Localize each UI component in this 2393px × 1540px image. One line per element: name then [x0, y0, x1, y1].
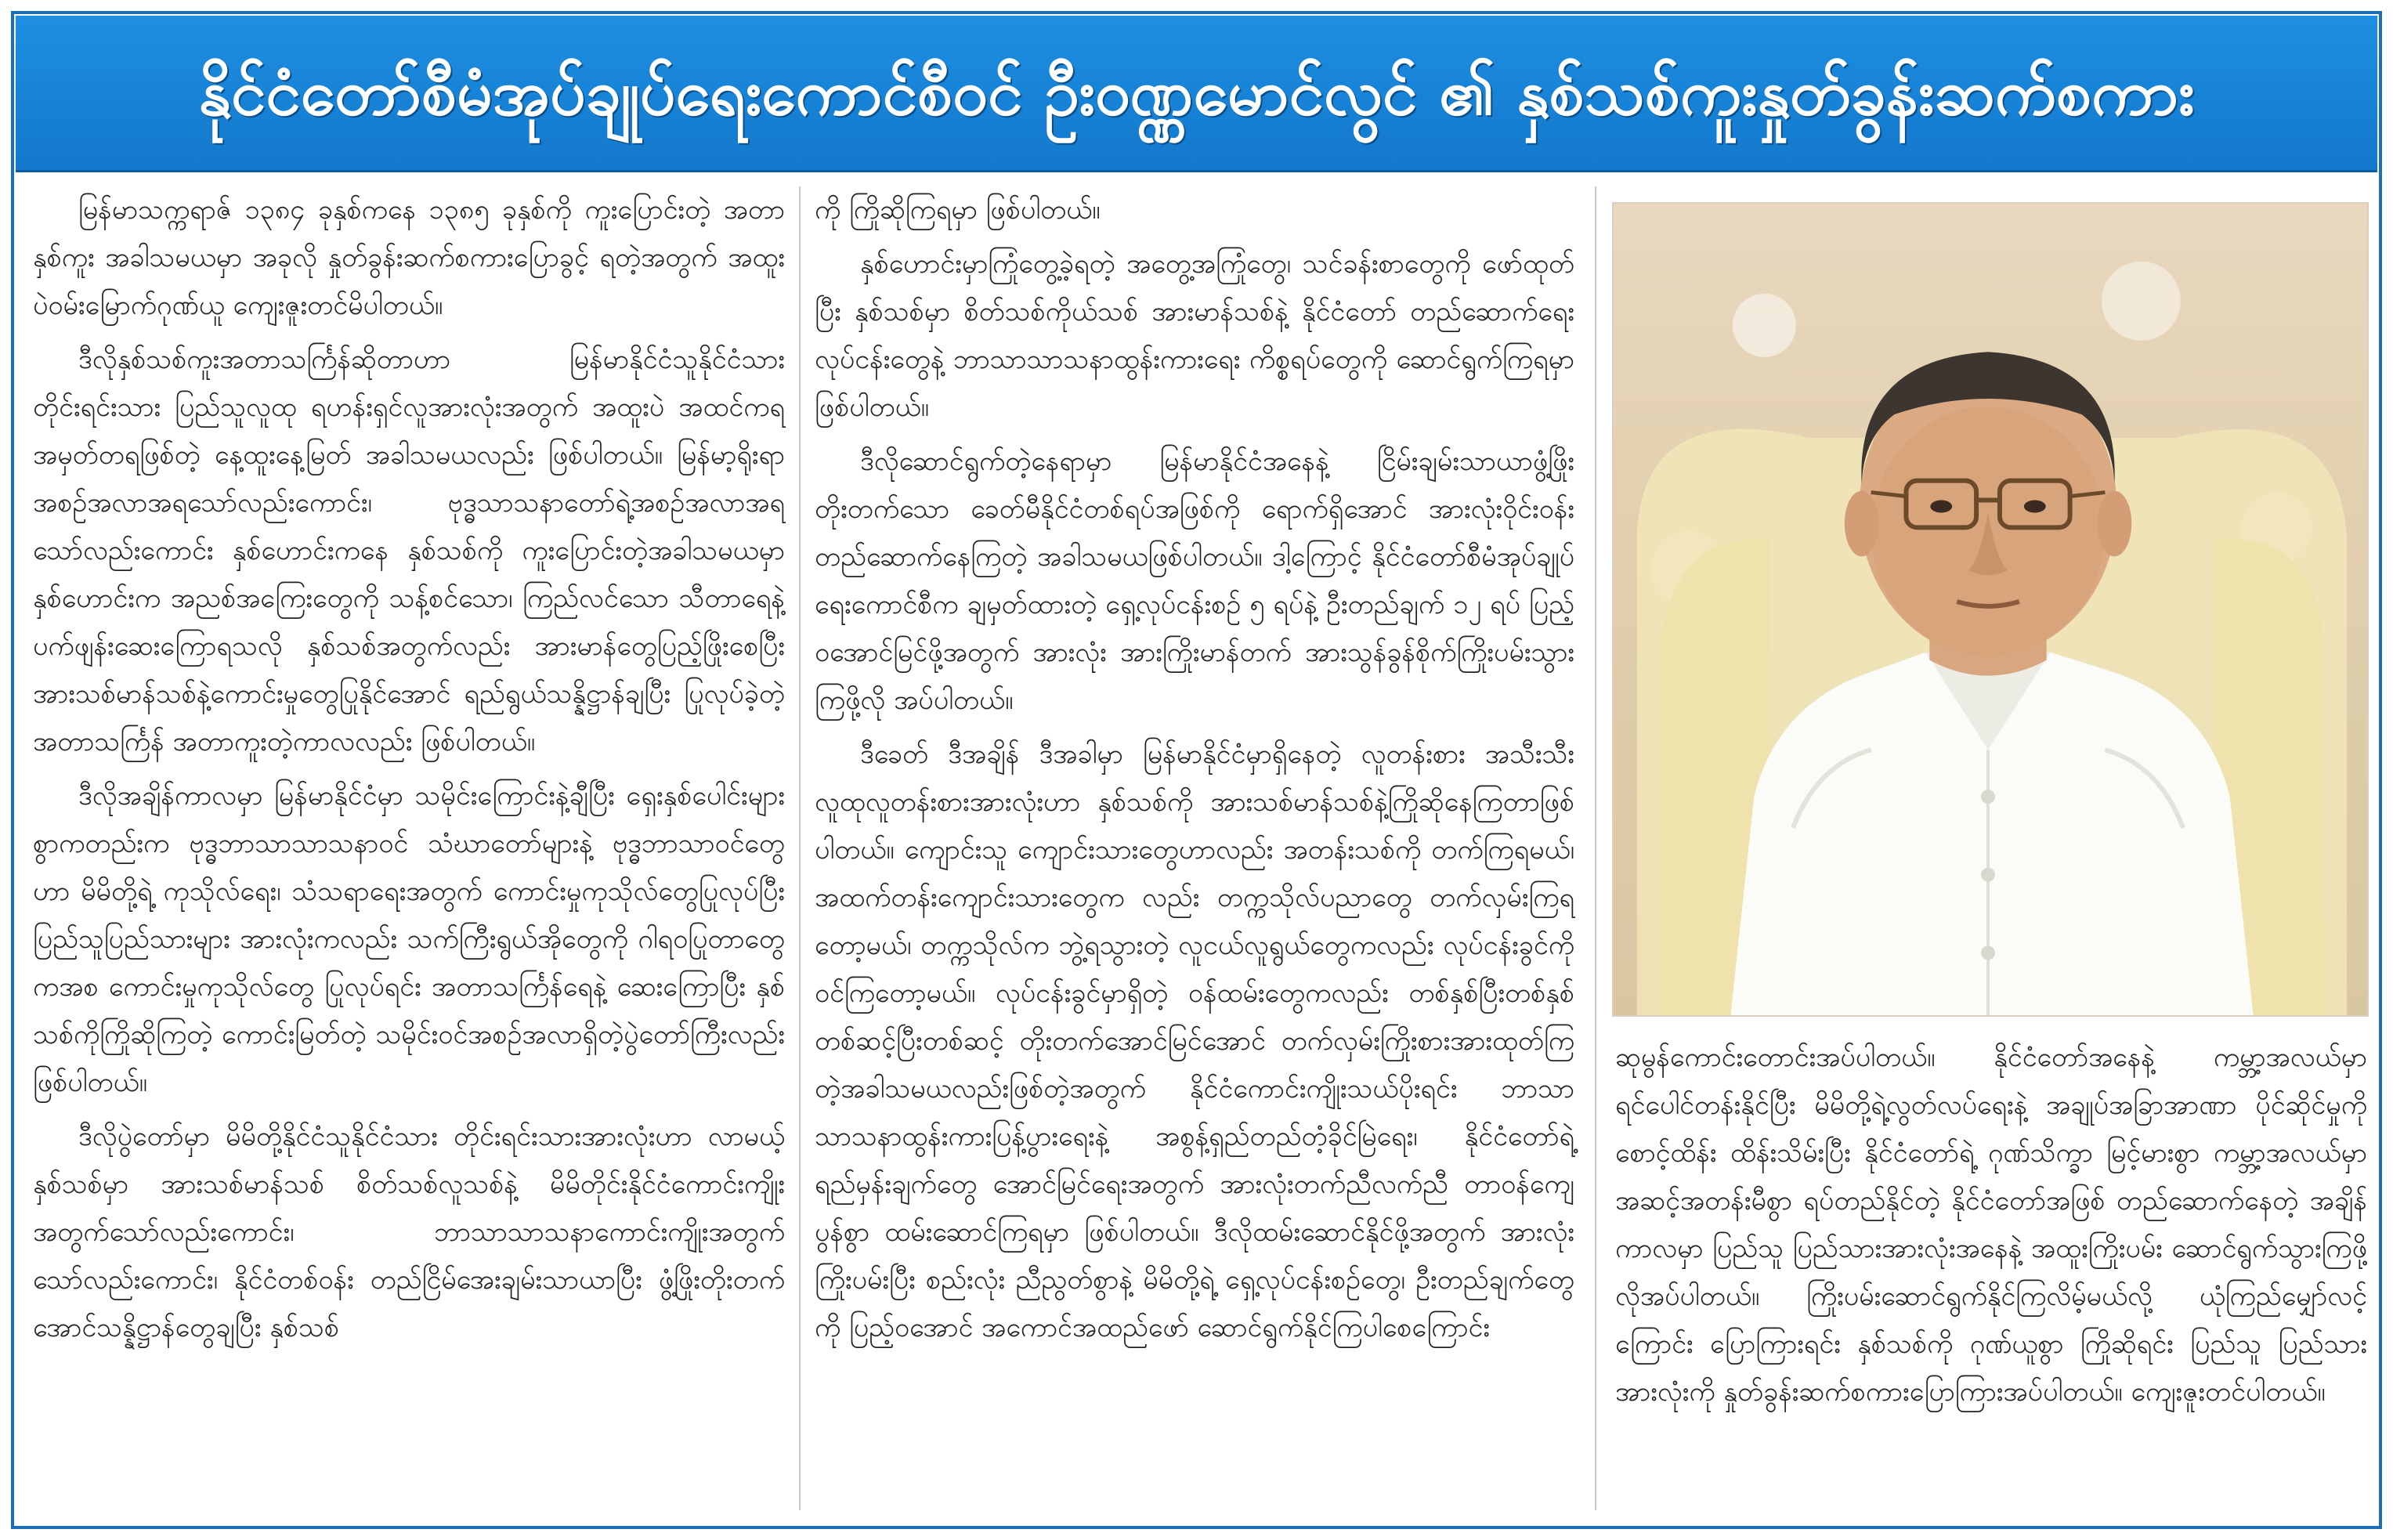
paragraph: ဒီခေတ် ဒီအချိန် ဒီအခါမှာ မြန်မာနိုင်ငံမှာရှိနေတဲ့ လူတန်းစား အသီးသီး လူထုလူတန်းစားအားလုံးဟာ နှစ်သစ်ကို အားသစ်မာန်သစ်နဲ့ကြိုဆိုနေကြတာဖြစ်ပါတယ်။ ကျောင်းသူ ကျောင်းသားတွေဟာလည်း အတန်းသစ်ကို တက်ကြရမယ်၊ အထက်တန်းကျောင်းသားတွေက လည်း တက္ကသိုလ်ပညာတွေ တက်လှမ်းကြရတော့မယ်၊ တက္ကသိုလ်က ဘွဲ့ရသွားတဲ့ လူငယ်လူရွယ်တွေကလည်း လုပ်ငန်းခွင်ကို ဝင်ကြတော့မယ်။ လုပ်ငန်းခွင်မှာရှိတဲ့ ဝန်ထမ်းတွေကလည်း တစ်နှစ်ပြီးတစ်နှစ် တစ်ဆင့်ပြီးတစ်ဆင့် တိုးတက်အောင်မြင်အောင် တက်လှမ်းကြိုးစားအားထုတ်ကြတဲ့အခါသမယလည်းဖြစ်တဲ့အတွက် နိုင်ငံကောင်းကျိုးသယ်ပိုးရင်း ဘာသာသာသနာထွန်းကားပြန့်ပွားရေးနဲ့ အစွန့်ရှည်တည်တံ့ခိုင်မြဲရေး၊ နိုင်ငံတော်ရဲ့ ရည်မှန်းချက်တွေ အောင်မြင်ရေးအတွက် အားလုံးတက်ညီလက်ညီ တာဝန်ကျေပွန်စွာ ထမ်းဆောင်ကြရမှာ ဖြစ်ပါတယ်။ ဒီလိုထမ်းဆောင်နိုင်ဖို့အတွက် အားလုံးကြိုးပမ်းပြီး စည်းလုံး ညီညွတ်စွာနဲ့ မိမိတို့ရဲ့ ရှေ့လုပ်ငန်းစဉ်တွေ၊ ဦးတည်ချက်တွေကို ပြည့်ဝအောင် အကောင်အထည်ဖော် ဆောင်ရွက်နိုင်ကြပါစေကြောင်း	[815, 739, 1574, 1343]
paragraph: နှစ်ဟောင်းမှာကြုံတွေ့ခဲ့ရတဲ့ အတွေ့အကြုံတွေ၊ သင်ခန်းစာတွေကို ဖော်ထုတ်ပြီး နှစ်သစ်မှာ စိတ်သစ်ကိုယ်သစ် အားမာန်သစ်နဲ့ နိုင်ငံတော် တည်ဆောက်ရေးလုပ်ငန်းတွေနဲ့ ဘာသာသာသနာထွန်းကားရေး ကိစ္စရပ်တွေကို ဆောင်ရွက်ကြရမှာဖြစ်ပါတယ်။	[815, 248, 1574, 423]
paragraph: ဒီလိုပွဲတော်မှာ မိမိတို့နိုင်ငံသူနိုင်ငံသား တိုင်းရင်းသားအားလုံးဟာ လာမယ့်နှစ်သစ်မှာ အားသစ်မာန်သစ် စိတ်သစ်လူသစ်နဲ့ မိမိတိုင်းနိုင်ငံကောင်းကျိုးအတွက်သော်လည်းကောင်း၊ ဘာသာသာသနာကောင်းကျိုးအတွက်သော်လည်းကောင်း၊ နိုင်ငံတစ်ဝန်း တည်ငြိမ်အေးချမ်းသာယာပြီး ဖွံ့ဖြိုးတိုးတက်အောင်သန္နိဋ္ဌာန်တွေချပြီး နှစ်သစ်	[33, 1121, 785, 1343]
portrait-illustration	[1614, 204, 2367, 1015]
headline-banner	[16, 16, 2377, 172]
paragraph: မြန်မာသက္ကရာဇ် ၁၃၈၄ ခုနှစ်ကနေ ၁၃၈၅ ခုနှစ်ကို ကူးပြောင်းတဲ့ အတာနှစ်ကူး အခါသမယမှာ အခုလို နှုတ်ခွန်းဆက်စကားပြောခွင့် ရတဲ့အတွက် အထူးပဲဝမ်းမြောက်ဂုဏ်ယူ ကျေးဇူးတင်မိပါတယ်။	[33, 194, 785, 321]
paragraph: ကို ကြိုဆိုကြရမှာ ဖြစ်ပါတယ်။	[815, 194, 1101, 226]
column-divider	[1595, 186, 1596, 1510]
paragraph: ဒီလိုအချိန်ကာလမှာ မြန်မာနိုင်ငံမှာ သမိုင်းကြောင်းနဲ့ချီပြီး ရှေးနှစ်ပေါင်းများစွာကတည်းက ဗုဒ္ဓဘာသာသာသနာဝင် သံဃာတော်များနဲ့ ဗုဒ္ဓဘာသာဝင်တွေဟာ မိမိတို့ရဲ့ ကုသိုလ်ရေး၊ သံသရာရေးအတွက် ကောင်းမှုကုသိုလ်တွေပြုလုပ်ပြီး ပြည်သူပြည်သားများ အားလုံးကလည်း သက်ကြီးရွယ်အိုတွေကို ဂါရဝပြုတာတွေကအစ ကောင်းမှုကုသိုလ်တွေ ပြုလုပ်ရင်း အတာသင်္ကြန်ရေနဲ့ ဆေးကြောပြီး နှစ်သစ်ကိုကြိုဆိုကြတဲ့ ကောင်းမြတ်တဲ့ သမိုင်းဝင်အစဉ်အလာရှိတဲ့ပွဲတော်ကြီးလည်း ဖြစ်ပါတယ်။	[33, 780, 785, 1098]
column-divider	[799, 186, 801, 1510]
article-column-3	[1615, 1034, 2367, 1520]
portrait-photo	[1612, 202, 2369, 1017]
paragraph: ဒီလိုဆောင်ရွက်တဲ့နေရာမှာ မြန်မာနိုင်ငံအနေနဲ့ ငြိမ်းချမ်းသာယာဖွံ့ဖြိုးတိုးတက်သော ခေတ်မီနိုင်ငံတစ်ရပ်အဖြစ်ကို ရောက်ရှိအောင် အားလုံးဝိုင်းဝန်းတည်ဆောက်နေကြတဲ့ အခါသမယဖြစ်ပါတယ်။ ဒါ့ကြောင့် နိုင်ငံတော်စီမံအုပ်ချုပ်ရေးကောင်စီက ချမှတ်ထားတဲ့ ရှေ့လုပ်ငန်းစဉ် ၅ ရပ်နဲ့ ဦးတည်ချက် ၁၂ ရပ် ပြည့်ဝအောင်မြင်ဖို့အတွက် အားလုံး အားကြိုးမာန်တက် အားသွန်ခွန်စိုက်ကြိုးပမ်းသွားကြဖို့လို အပ်ပါတယ်။	[815, 446, 1574, 716]
paragraph: ဒီလိုနှစ်သစ်ကူးအတာသင်္ကြန်ဆိုတာဟာ မြန်မာနိုင်ငံသူနိုင်ငံသား တိုင်းရင်းသား ပြည်သူလူထု ရဟန်းရှင်လူအားလုံးအတွက် အထူးပဲ အထင်ကရ အမှတ်တရဖြစ်တဲ့ နေ့ထူးနေ့မြတ် အခါသမယလည်း ဖြစ်ပါတယ်။ မြန်မာ့ရိုးရာအစဉ်အလာအရသော်လည်းကောင်း၊ ဗုဒ္ဓသာသနာတော်ရဲ့အစဉ်အလာအရသော်လည်းကောင်း နှစ်ဟောင်းကနေ နှစ်သစ်ကို ကူးပြောင်းတဲ့အခါသမယမှာ နှစ်ဟောင်းက အညစ်အကြေးတွေကို သန့်စင်သော၊ ကြည်လင်သော သီတာရေနဲ့ ပက်ဖျန်းဆေးကြောရသလို နှစ်သစ်အတွက်လည်း အားမာန်တွေပြည့်ဖြိုးစေပြီး အားသစ်မာန်သစ်နဲ့ကောင်းမှုတွေပြုနိုင်အောင် ရည်ရွယ်သန္နိဋ္ဌာန်ချပြီး ပြုလုပ်ခဲ့တဲ့ အတာသင်္ကြန် အတာကူးတဲ့ကာလလည်း ဖြစ်ပါတယ်။	[33, 344, 785, 757]
paragraph: ဆုမွန်ကောင်းတောင်းအပ်ပါတယ်။ နိုင်ငံတော်အနေနဲ့ ကမ္ဘာ့အလယ်မှာ ရင်ပေါင်တန်းနိုင်ပြီး မိမိတို့ရဲ့လွတ်လပ်ရေးနဲ့ အချုပ်အခြာအာဏာ ပိုင်ဆိုင်မှုကို စောင့်ထိန်း ထိန်းသိမ်းပြီး နိုင်ငံတော်ရဲ့ ဂုဏ်သိက္ခာ မြင့်မားစွာ ကမ္ဘာ့အလယ်မှာ အဆင့်အတန်းမီစွာ ရပ်တည်နိုင်တဲ့ နိုင်ငံတော်အဖြစ် တည်ဆောက်နေတဲ့ အချိန်ကာလမှာ ပြည်သူ ပြည်သားအားလုံးအနေနဲ့ အထူးကြိုးပမ်း ဆောင်ရွက်သွားကြဖို့ လိုအပ်ပါတယ်။ ကြိုးပမ်းဆောင်ရွက်နိုင်ကြလိမ့်မယ်လို့ ယုံကြည်မျှော်လင့်ကြောင်း ပြောကြားရင်း နှစ်သစ်ကို ဂုဏ်ယူစွာ ကြိုဆိုရင်း ပြည်သူ ပြည်သားအားလုံးကို နှုတ်ခွန်းဆက်စကားပြောကြားအပ်ပါတယ်။ ကျေးဇူးတင်ပါတယ်။	[1615, 1042, 2367, 1408]
headline: နိုင်ငံတော်စီမံအုပ်ချုပ်ရေးကောင်စီဝင် ဦးဝဏ္ဏမောင်လွင် ၏ နှစ်သစ်ကူးနှုတ်ခွန်းဆက်စကား	[198, 56, 2195, 129]
article-column-1	[33, 186, 785, 1510]
article-column-2	[815, 186, 1574, 1510]
